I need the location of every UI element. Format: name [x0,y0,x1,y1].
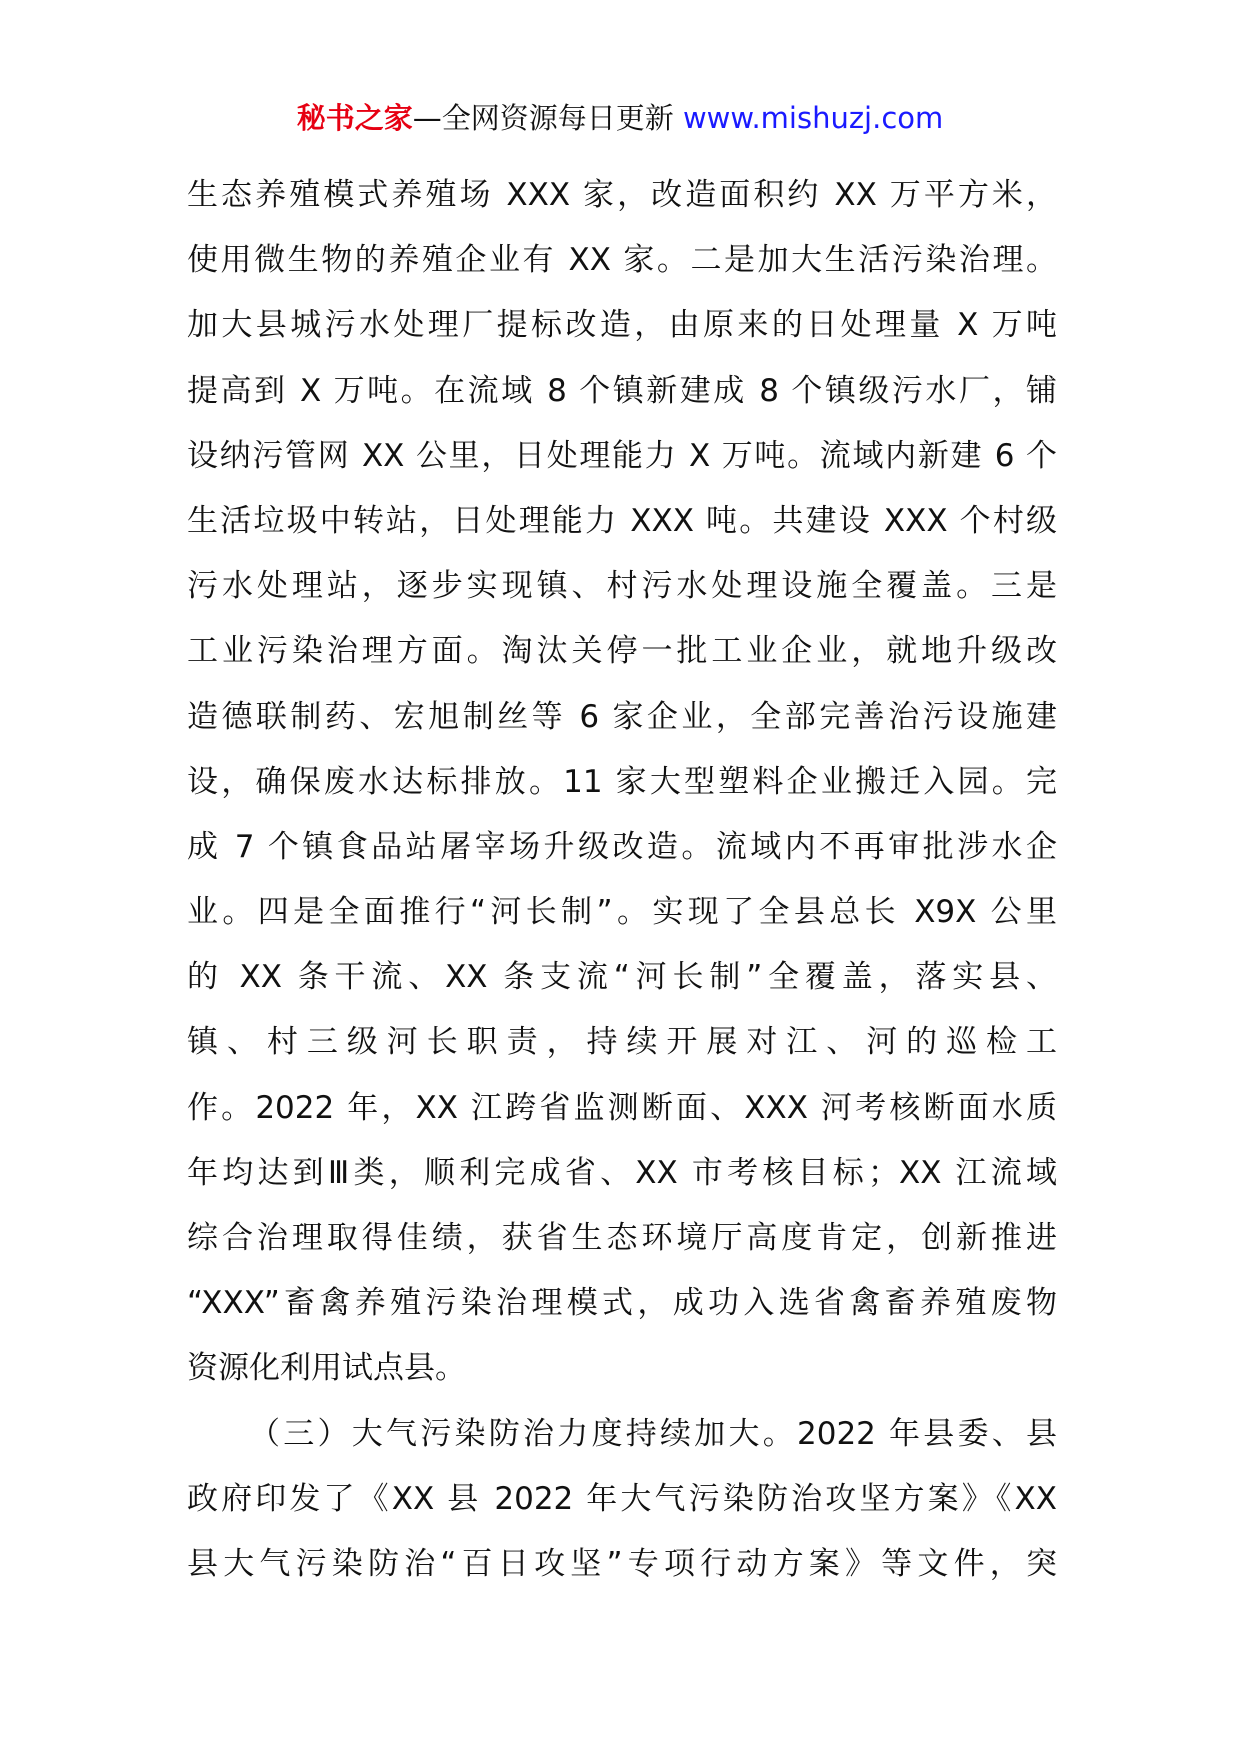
text-line: 工业污染治理方面。淘汰关停一批工业企业，就地升级改 [187,633,1057,670]
text-line: 使用微生物的养殖企业有 XX 家。二是加大生活污染治理。 [187,242,1057,279]
brand-name: 秘书之家 [296,101,413,135]
text-line: 政府印发了《XX 县 2022 年大气污染防治攻坚方案》《XX [187,1480,1057,1517]
header-tagline: —全网资源每日更新 [412,101,674,135]
text-line: 造德联制药、宏旭制丝等 6 家企业，全部完善治污设施建 [187,698,1057,735]
text-line: 综合治理取得佳绩，获省生态环境厅高度肯定，创新推进 [187,1220,1057,1256]
text-line: 设纳污管网 XX 公里，日处理能力 X 万吨。流域内新建 6 个 [187,437,1057,474]
text-line: 提高到 X 万吨。在流域 8 个镇新建成 8 个镇级污水厂，铺 [187,372,1057,409]
site-url-link[interactable]: www.mishuzj.com [682,101,944,135]
text-line: “XXX”畜禽养殖污染治理模式，成功入选省禽畜养殖废物 [187,1285,1057,1322]
text-line: 资源化利用试点县。 [187,1350,466,1387]
text-line: 年均达到Ⅲ类，顺利完成省、XX 市考核目标；XX 江流域 [187,1154,1057,1191]
text-line: 设，确保废水达标排放。11 家大型塑料企业搬迁入园。完 [187,763,1057,800]
text-line: 的 XX 条干流、XX 条支流“河长制”全覆盖，落实县、 [187,959,1057,996]
text-line: 加大县城污水处理厂提标改造，由原来的日处理量 X 万吨 [187,307,1057,344]
site-header [0,98,1240,138]
text-line: 生活垃圾中转站，日处理能力 XXX 吨。共建设 XXX 个村级 [187,502,1057,539]
document-body [187,163,1057,1597]
text-line: 作。2022 年，XX 江跨省监测断面、XXX 河考核断面水质 [187,1089,1057,1126]
text-line: 县大气污染防治“百日攻坚”专项行动方案》等文件，突 [187,1545,1057,1582]
text-line: 业。四是全面推行“河长制”。实现了全县总长 X9X 公里 [187,894,1057,931]
text-line: 污水处理站，逐步实现镇、村污水处理设施全覆盖。三是 [187,568,1057,605]
text-line: （三）大气污染防治力度持续加大。2022 年县委、县 [249,1415,1057,1452]
text-line: 成 7 个镇食品站屠宰场升级改造。流域内不再审批涉水企 [187,828,1057,865]
text-line: 生态养殖模式养殖场 XXX 家，改造面积约 XX 万平方米， [187,177,1057,213]
text-line: 镇、村三级河长职责，持续开展对江、河的巡检工 [187,1024,1057,1061]
